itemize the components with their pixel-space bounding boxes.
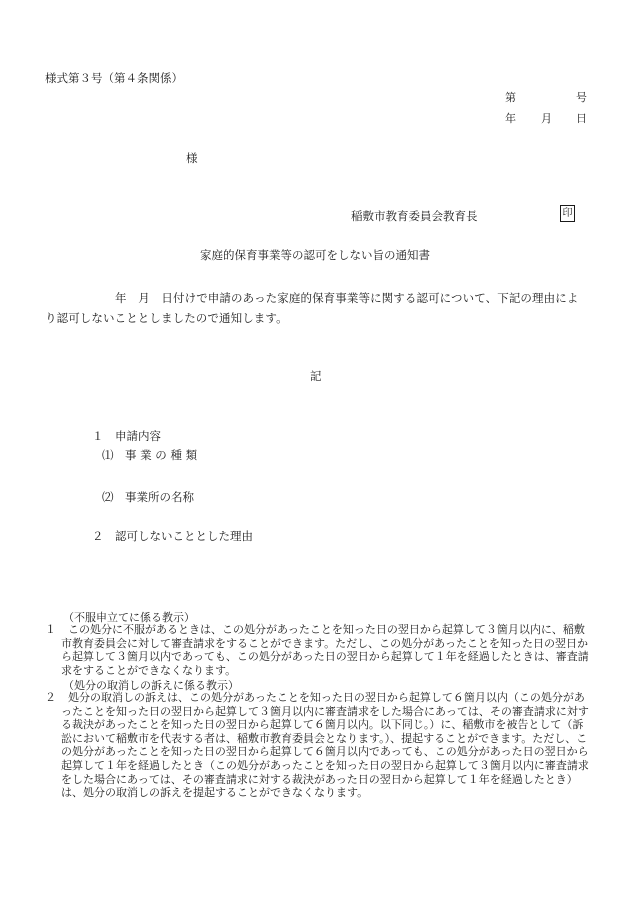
- date-day: 日: [576, 112, 587, 125]
- doc-number-go: 号: [576, 91, 587, 104]
- date-year: 年: [505, 112, 516, 125]
- item-application-content: １ 申請内容: [92, 429, 161, 443]
- document-title: 家庭的保育事業等の認可をしない旨の通知書: [200, 248, 430, 262]
- item-facility-name: ⑵ 事業所の名称: [102, 490, 194, 504]
- sender-name: 稲敷市教育委員会教育長: [351, 209, 478, 223]
- item-business-type: ⑴ 事 業 の 種 類: [102, 448, 198, 462]
- ki-heading: 記: [310, 369, 322, 383]
- notice-heading-lawsuit: （処分の取消しの訴えに係る教示）: [63, 679, 239, 692]
- notice-text-1: この処分に不服があるときは、この処分があったことを知った日の翌日から起算して３箇月以内に、稲敷市教育委員会に対して審査請求をすることができます。ただし、この処分があったことを知った日の翌日から起算して３箇月以内であっても、この処分があった日の翌日から起算して１年を経過したときは、審査請求をすることができなくなります。: [61, 623, 589, 677]
- notice-paragraph-lawsuit: [45, 691, 590, 800]
- seal-mark: 印: [560, 205, 575, 222]
- notice-text-2: 処分の取消しの訴えは、この処分があったことを知った日の翌日から起算して６箇月以内（この処分があったことを知った日の翌日から起算して３箇月以内に審査請求をした場合にあっては、その審査請求に対する裁決があったことを知った日の翌日から起算して６箇月以内。以下同じ。）に、稲敷市を被告として（訴訟において稲敷市を代表する者は、稲敷市教育委員会となります。）、提起することができます。ただし、この処分があったことを知った日の翌日から起算して６箇月以内であっても、この処分があった日の翌日から起算して１年を経過したとき（この処分があったことを知った日の翌日から起算して３箇月以内に審査請求をした場合にあっては、その審査請求に対する裁決があった日の翌日から起算して１年を経過したとき）は、処分の取消しの訴えを提起することができなくなります。: [61, 691, 589, 800]
- notice-number-2: ２: [45, 691, 56, 704]
- form-number: 様式第３号（第４条関係）: [45, 71, 183, 85]
- notice-paragraph-appeal: [45, 623, 590, 677]
- addressee-suffix: 様: [186, 151, 198, 165]
- item-reason: ２ 認可しないこととした理由: [92, 529, 253, 543]
- notice-number-1: １: [45, 623, 56, 636]
- body-paragraph: 年 月 日付けで申請のあった家庭的保育事業等に関する認可について、下記の理由により認可しないこととしましたので通知します。: [45, 291, 579, 325]
- date-month: 月: [541, 112, 552, 125]
- notice-heading-appeal: （不服申立てに係る教示）: [63, 611, 195, 624]
- doc-number-dai: 第: [505, 91, 516, 104]
